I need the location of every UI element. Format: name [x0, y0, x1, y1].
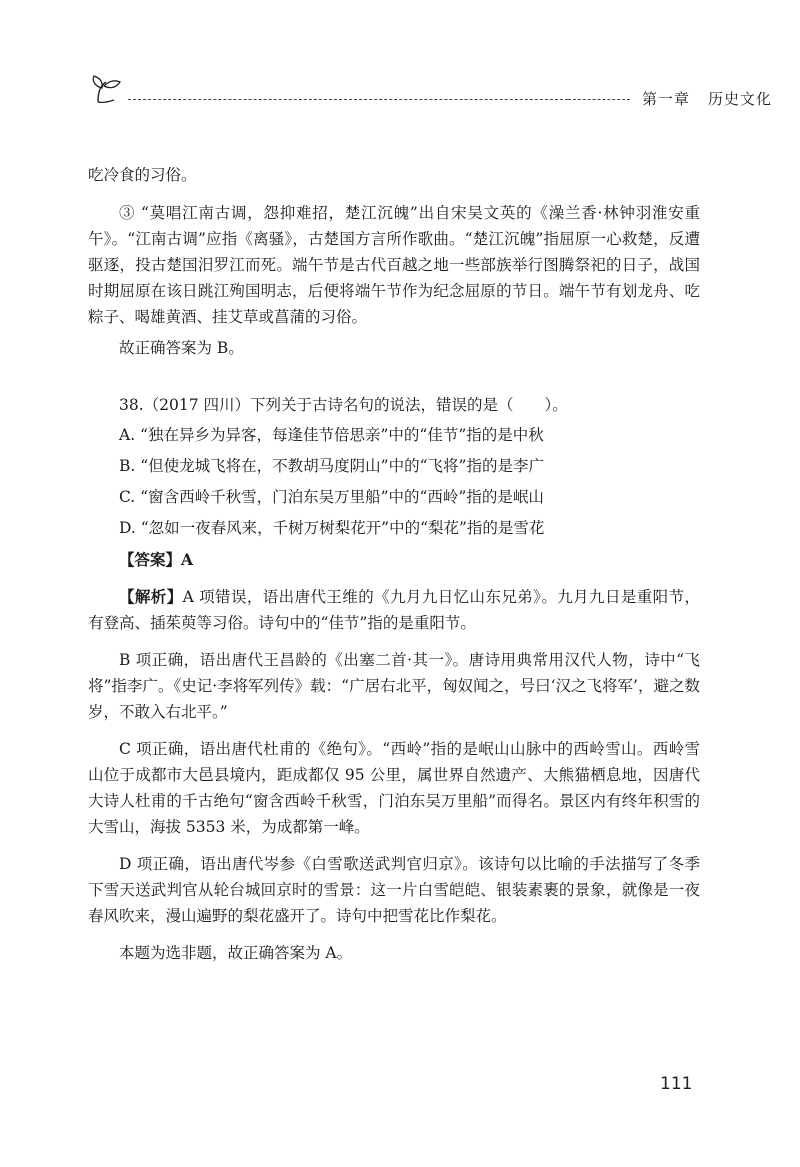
analysis-b: B 项正确，语出唐代王昌龄的《出塞二首·其一》。唐诗用典常用汉代人物，诗中“飞将”指李广。《史记·李将军列传》载：“广居右北平，匈奴闻之，号曰‘汉之飞将军’，避之数岁，不敢入右北平。” — [88, 651, 700, 721]
analysis-a-text: A 项错误，语出唐代王维的《九月九日忆山东兄弟》。九月九日是重阳节，有登高、插茱萸等习俗。诗句中的“佳节”指的是重阳节。 — [88, 588, 700, 632]
conclusion: 本题为选非题，故正确答案为 A。 — [119, 944, 353, 962]
page-body — [88, 162, 700, 966]
header-rule-middle — [568, 99, 630, 100]
analysis-label: 【解析】 — [119, 587, 183, 606]
analysis-d: D 项正确，语出唐代岑参《白雪歌送武判官归京》。该诗句以比喻的手法描写了冬季下雪天送武判官从轮台城回京时的雪景：这一片白雪皑皑、银装素裹的景象，就像是一夜春风吹来，漫山遍野的梨花盛开了。诗句中把雪花比作梨花。 — [88, 855, 700, 925]
chapter-heading — [642, 88, 772, 109]
continued-text: 吃冷食的习俗。 — [88, 166, 197, 184]
answer-line — [88, 547, 700, 573]
analysis-c: C 项正确，语出唐代杜甫的《绝句》。“西岭”指的是岷山山脉中的西岭雪山。西岭雪山位于成都市大邑县境内，距成都仅 95 公里，属世界自然遗产、大熊猫栖息地，因唐代大诗人杜甫的千古绝句“窗含西岭千秋雪，门泊东吴万里船”而得名。景区内有终年积雪的大雪山，海拔 5353 米，为成都第一峰。 — [88, 740, 700, 836]
page-number: 111 — [660, 1074, 693, 1094]
running-header — [88, 72, 773, 112]
previous-answer: 故正确答案为 B。 — [119, 339, 244, 357]
option-d: D. “忽如一夜春风来，千树万树梨花开”中的“梨花”指的是雪花 — [119, 519, 545, 537]
answer-value: A — [181, 550, 194, 569]
sprout-leaf-icon — [88, 72, 124, 108]
analysis-a — [88, 584, 700, 636]
header-rule-left — [128, 99, 568, 100]
answer-label: 【答案】 — [119, 550, 182, 569]
option-b: B. “但使龙城飞将在，不教胡马度阴山”中的“飞将”指的是李广 — [119, 457, 544, 475]
chapter-number: 第一章 — [642, 90, 691, 108]
chapter-title: 历史文化 — [708, 90, 773, 108]
question-38: 38.（2017 四川）下列关于古诗名句的说法，错误的是（ ）。 — [119, 396, 568, 414]
paragraph-item-3: ③ “莫唱江南古调，怨抑难招，楚江沉魄”出自宋吴文英的《澡兰香·林钟羽淮安重午》。“江南古调”应指《离骚》，古楚国方言所作歌曲。“楚江沉魄”指屈原一心救楚，反遭驱逐，投古楚国汨罗江而死。端午节是古代百越之地一些部族举行图腾祭祀的日子，战国时期屈原在该日跳江殉国明志，后便将端午节作为纪念屈原的节日。端午节有划龙舟、吃粽子、喝雄黄酒、挂艾草或菖蒲的习俗。 — [88, 204, 700, 326]
option-c: C. “窗含西岭千秋雪，门泊东吴万里船”中的“西岭”指的是岷山 — [119, 488, 544, 506]
option-a: A. “独在异乡为异客，每逢佳节倍思亲”中的“佳节”指的是中秋 — [119, 426, 544, 444]
